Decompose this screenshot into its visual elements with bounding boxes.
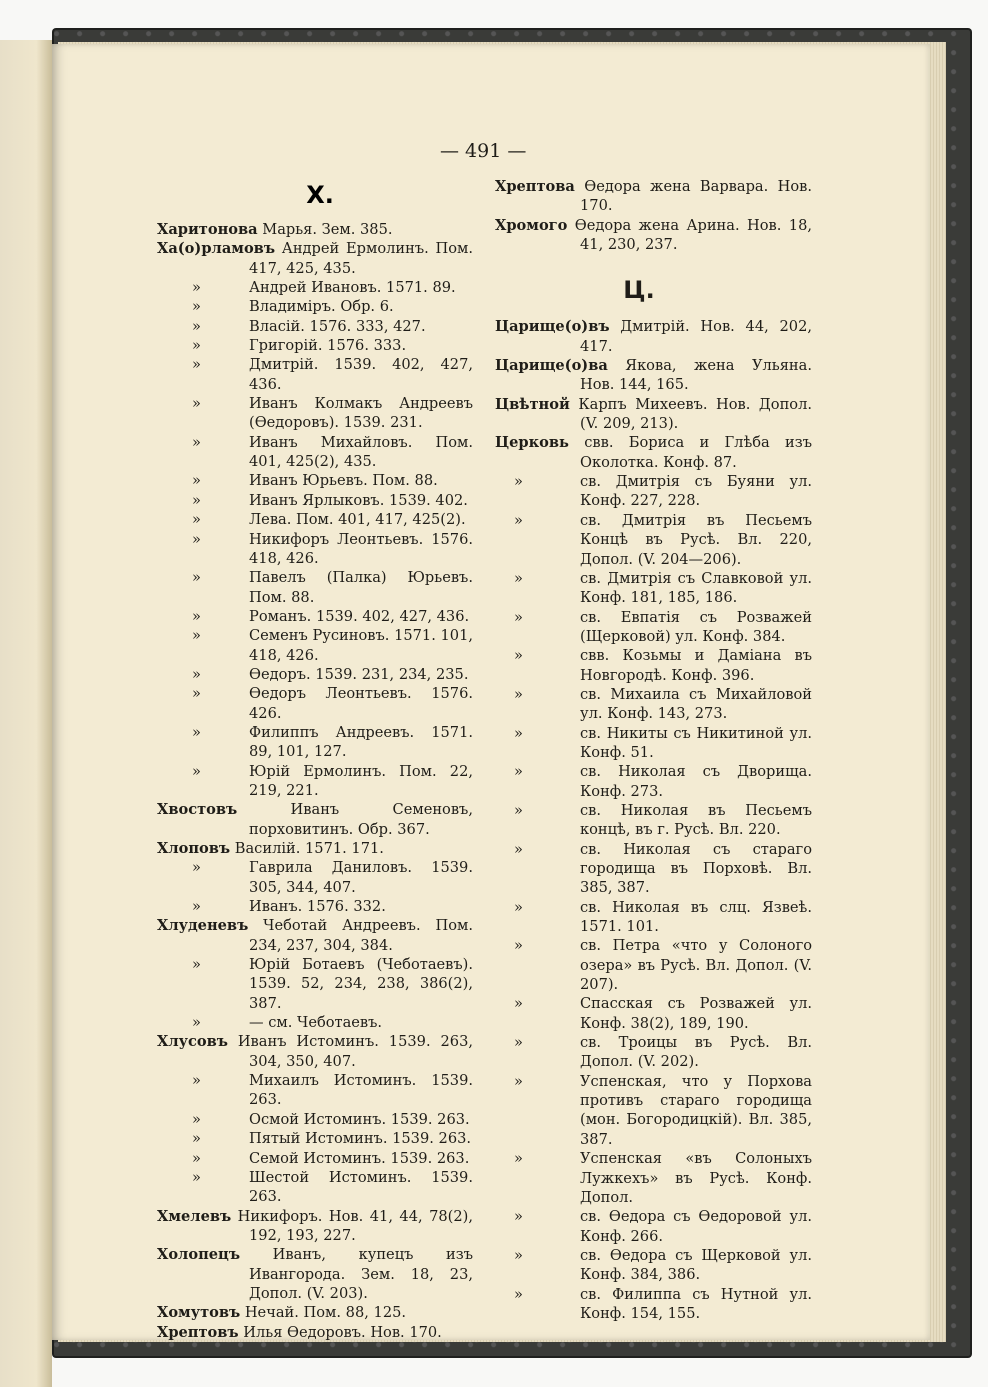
ditto-mark: » — [514, 511, 523, 529]
ditto-mark: » — [514, 685, 523, 703]
entry-text: Григорiй. 1576. 333. — [249, 337, 407, 355]
index-subentry — [495, 1033, 812, 1072]
index-entry — [157, 800, 473, 839]
ditto-mark: » — [514, 724, 523, 742]
index-subentry — [157, 336, 473, 355]
index-subentry — [495, 1246, 812, 1285]
index-subentry — [495, 1149, 812, 1207]
index-subentry — [157, 684, 473, 723]
index-subentry — [157, 297, 473, 316]
entry-headword: Цвѣтной — [495, 395, 570, 413]
ditto-mark: » — [514, 1034, 523, 1052]
index-subentry — [495, 840, 812, 898]
ditto-mark: » — [514, 1150, 523, 1168]
entry-headword: Хвостовъ — [157, 801, 238, 819]
ditto-mark: » — [192, 298, 201, 316]
ditto-mark: » — [514, 763, 523, 781]
index-subentry — [495, 724, 812, 763]
right-column-entries — [495, 317, 812, 1323]
ditto-mark: » — [514, 801, 523, 819]
entry-text: Юрiй Ботаевъ (Чеботаевъ). 1539. 52, 234, 238, 386(2), 387. — [249, 956, 473, 1012]
ditto-mark: » — [514, 898, 523, 916]
index-subentry — [157, 1168, 473, 1207]
index-subentry — [495, 511, 812, 569]
entry-text: Филиппъ Андреевъ. 1571. 89, 101, 127. — [249, 723, 473, 761]
entry-text: Успенская «въ Солоныхъ Лужкехъ» въ Русѣ. Конф. Допол. — [580, 1150, 812, 1206]
ditto-mark: » — [514, 1246, 523, 1264]
entry-text: Якова, жена Ульяна. Нов. 144, 165. — [580, 357, 812, 394]
index-entry — [495, 356, 812, 395]
entry-text: Ѳедоръ Леонтьевъ. 1576. 426. — [249, 685, 473, 722]
entry-text: св. Николая въ Песьемъ концѣ, въ г. Русѣ. Вл. 220. — [580, 801, 812, 839]
index-subentry — [157, 1149, 473, 1168]
ditto-mark: » — [514, 608, 523, 626]
index-entry — [495, 216, 812, 255]
index-subentry — [157, 626, 473, 665]
entry-text: св. Николая съ Дворища. Конф. 273. — [580, 763, 812, 800]
entry-headword: Церковь — [495, 434, 569, 452]
left-column — [157, 220, 473, 1342]
entry-headword: Хлоповъ — [157, 840, 231, 857]
entry-text: Нечай. Пом. 88, 125. — [240, 1304, 407, 1322]
index-subentry — [157, 1071, 473, 1110]
index-subentry — [157, 317, 473, 336]
index-entry — [157, 1245, 473, 1303]
entry-text: Михаилъ Истоминъ. 1539. 263. — [249, 1072, 473, 1109]
entry-headword: Хлусовъ — [157, 1033, 228, 1051]
entry-headword: Царище(о)ва — [495, 357, 608, 375]
index-subentry — [157, 665, 473, 684]
ditto-mark: » — [514, 995, 523, 1013]
index-subentry — [157, 607, 473, 626]
index-subentry — [495, 646, 812, 685]
entry-text: св. Петра «что у Солоного озера» въ Русѣ. Вл. Допол. (V. 207). — [580, 937, 812, 994]
entry-headword: Хомутовъ — [157, 1304, 241, 1322]
index-subentry — [157, 433, 473, 472]
index-entry — [157, 1207, 473, 1246]
index-subentry — [157, 568, 473, 607]
ditto-mark: » — [192, 1130, 201, 1148]
index-entry — [157, 839, 473, 858]
entry-text: св. Дмитрiя съ Буяни ул. Конф. 227, 228. — [580, 473, 812, 510]
entry-text: Илья Ѳедоровъ. Нов. 170. — [238, 1323, 442, 1341]
ditto-mark: » — [192, 607, 201, 625]
index-subentry — [495, 608, 812, 647]
entry-text: св. Николая съ стараго городища въ Порховѣ. Вл. 385, 387. — [580, 840, 812, 897]
entry-text: св. Евпатiя съ Розважей (Щерковой) ул. Конф. 384. — [580, 608, 812, 645]
ditto-mark: » — [192, 472, 201, 490]
entry-headword: Хромого — [495, 216, 568, 234]
index-entry — [495, 395, 812, 434]
entry-text: св. Троицы въ Русѣ. Вл. Допол. (V. 202). — [580, 1034, 812, 1071]
ditto-mark: » — [192, 685, 201, 703]
index-subentry — [157, 471, 473, 490]
entry-text: Ѳедора жена Варвара. Нов. 170. — [574, 178, 812, 215]
index-subentry — [157, 955, 473, 1013]
index-entry — [157, 916, 473, 955]
entry-text: Никифоръ. Нов. 41, 44, 78(2), 192, 193, 227. — [231, 1207, 473, 1244]
ditto-mark: » — [192, 511, 201, 529]
right-column-top — [495, 177, 812, 254]
index-subentry — [157, 510, 473, 529]
index-entry — [495, 433, 812, 472]
ditto-mark: » — [192, 1072, 201, 1090]
entry-text: Иванъ Истоминъ. 1539. 263, 304, 350, 407. — [227, 1033, 473, 1070]
entry-text: Иванъ, купецъ изъ Ивангорода. Зем. 18, 23, Допол. (V. 203). — [240, 1246, 473, 1302]
entry-text: Дмитрiй. Нов. 44, 202, 417. — [580, 318, 812, 355]
ditto-mark: » — [192, 569, 201, 587]
index-subentry — [495, 762, 812, 801]
entry-headword: Царище(о)въ — [495, 318, 610, 336]
ditto-mark: » — [192, 627, 201, 645]
entry-text: Иванъ Семеновъ, порховитинъ. Обр. 367. — [237, 801, 473, 838]
index-subentry — [157, 1110, 473, 1129]
entry-text: Андрей Ивановъ. 1571. 89. — [249, 279, 456, 297]
entry-text: Спасская съ Розважей ул. Конф. 38(2), 189, 190. — [580, 995, 812, 1032]
index-subentry — [495, 472, 812, 511]
entry-text: Василiй. 1571. 171. — [230, 840, 384, 857]
ditto-mark: » — [192, 1149, 201, 1167]
entry-text: Пятый Истоминъ. 1539. 263. — [249, 1130, 472, 1148]
index-subentry — [157, 530, 473, 569]
entry-text: свв. Козьмы и Дамiана въ Новгородѣ. Конф. 396. — [580, 647, 812, 684]
ditto-mark: » — [192, 1014, 201, 1032]
entry-headword: Харитонова — [157, 221, 258, 238]
entry-text: Лева. Пом. 401, 417, 425(2). — [249, 511, 466, 529]
entry-text: Иванъ Юрьевъ. Пом. 88. — [249, 472, 438, 490]
entry-text: Иванъ Михайловъ. Пом. 401, 425(2), 435. — [249, 433, 473, 471]
entry-text: Ѳедоръ. 1539. 231, 234, 235. — [249, 665, 469, 683]
ditto-mark: » — [192, 1168, 201, 1186]
entry-text: св. Ѳедора съ Щерковой ул. Конф. 384, 386. — [580, 1246, 812, 1284]
ditto-mark: » — [192, 1110, 201, 1128]
ditto-mark: » — [514, 473, 523, 491]
entry-text: св. Дмитрiя въ Песьемъ Концѣ въ Русѣ. Вл. 220, Допол. (V. 204—206). — [580, 511, 812, 568]
entry-text: Карпъ Михеевъ. Нов. Допол. (V. 209, 213). — [569, 395, 812, 433]
ditto-mark: » — [192, 859, 201, 877]
index-entry — [157, 1032, 473, 1071]
entry-text: св. Михаила съ Михайловой ул. Конф. 143, 273. — [580, 685, 812, 723]
entry-text: свв. Бориса и Глѣба изъ Околотка. Конф. 87. — [568, 434, 812, 471]
ditto-mark: » — [192, 491, 201, 509]
ditto-mark: » — [514, 569, 523, 587]
entry-text: св. Филиппа съ Нутной ул. Конф. 154, 155. — [580, 1285, 812, 1322]
ditto-mark: » — [514, 1208, 523, 1226]
entry-text: — см. Чеботаевъ. — [249, 1014, 383, 1032]
entry-text: Успенская, что у Порхова противъ стараго городища (мон. Богородицкiй). Вл. 385, 387. — [580, 1072, 812, 1148]
entry-headword: Холопецъ — [157, 1246, 241, 1264]
section-letter-tse: Ц. — [623, 276, 655, 305]
index-entry — [157, 239, 473, 278]
ditto-mark: » — [192, 395, 201, 413]
index-subentry — [495, 685, 812, 724]
index-subentry — [495, 898, 812, 937]
ditto-mark: » — [192, 337, 201, 355]
ditto-mark: » — [192, 530, 201, 548]
index-subentry — [495, 994, 812, 1033]
entry-headword: Ха(о)рламовъ — [157, 240, 276, 258]
entry-text: Павелъ (Палка) Юрьевъ. Пом. 88. — [249, 569, 473, 606]
entry-headword: Хрептова — [495, 178, 575, 195]
entry-text: Чеботай Андреевъ. Пом. 234, 237, 304, 384. — [248, 917, 473, 954]
index-subentry — [495, 1207, 812, 1246]
index-entry — [495, 177, 812, 216]
index-subentry — [157, 355, 473, 394]
right-column — [495, 177, 812, 1323]
ditto-mark: » — [192, 317, 201, 335]
entry-text: Иванъ Колмакъ Андреевъ (Ѳедоровъ). 1539. 231. — [249, 395, 473, 432]
entry-headword: Хлуденевъ — [157, 917, 249, 935]
index-subentry — [157, 858, 473, 897]
index-entry — [495, 317, 812, 356]
entry-text: Власiй. 1576. 333, 427. — [249, 317, 426, 335]
entry-text: св. Дмитрiя съ Славковой ул. Конф. 181, 185, 186. — [580, 569, 812, 607]
index-subentry — [157, 897, 473, 916]
section-letter-kha: Х. — [306, 181, 334, 209]
entry-text: Семенъ Русиновъ. 1571. 101, 418, 426. — [249, 627, 473, 664]
index-entry — [157, 1303, 473, 1322]
index-subentry — [157, 1129, 473, 1148]
ditto-mark: » — [192, 956, 201, 974]
ditto-mark: » — [192, 723, 201, 741]
entry-text: Никифоръ Леонтьевъ. 1576. 418, 426. — [249, 530, 473, 567]
entry-text: Владимiръ. Обр. 6. — [249, 298, 394, 316]
index-entry — [157, 1323, 473, 1342]
entry-text: Романъ. 1539. 402, 427, 436. — [249, 607, 470, 625]
entry-text: Ѳедора жена Арина. Нов. 18, 41, 230, 237. — [567, 216, 812, 254]
index-subentry — [157, 394, 473, 433]
ditto-mark: » — [192, 279, 201, 297]
entry-text: Юрiй Ермолинъ. Пом. 22, 219, 221. — [249, 762, 473, 799]
ditto-mark: » — [192, 356, 201, 374]
index-entry — [157, 220, 473, 239]
ditto-mark: » — [192, 762, 201, 780]
index-subentry — [157, 762, 473, 801]
entry-text: Осмой Истоминъ. 1539. 263. — [249, 1110, 470, 1128]
entry-text: Марья. Зем. 385. — [257, 221, 393, 238]
index-subentry — [157, 491, 473, 510]
entry-text: св. Ѳедора съ Ѳедоровой ул. Конф. 266. — [580, 1208, 812, 1245]
entry-text: Дмитрiй. 1539. 402, 427, 436. — [249, 356, 473, 393]
ditto-mark: » — [514, 840, 523, 858]
index-subentry — [495, 801, 812, 840]
index-subentry — [495, 1072, 812, 1149]
index-subentry — [495, 569, 812, 608]
index-subentry — [495, 936, 812, 994]
entry-text: св. Николая въ слц. Язвеѣ. 1571. 101. — [580, 898, 812, 936]
ditto-mark: » — [514, 1285, 523, 1303]
entry-text: Гаврила Даниловъ. 1539. 305, 344, 407. — [249, 859, 473, 896]
entry-text: Шестой Истоминъ. 1539. 263. — [249, 1168, 473, 1206]
entry-text: Иванъ Ярлыковъ. 1539. 402. — [249, 491, 468, 509]
page-number: — 491 — — [440, 140, 527, 162]
left-page-edge — [0, 40, 52, 1387]
entry-text: св. Никиты съ Никитиной ул. Конф. 51. — [580, 724, 812, 761]
ditto-mark: » — [192, 433, 201, 451]
entry-headword: Хмелевъ — [157, 1207, 232, 1225]
index-subentry — [157, 723, 473, 762]
index-subentry — [157, 278, 473, 297]
ditto-mark: » — [514, 937, 523, 955]
entry-text: Андрей Ермолинъ. Пом. 417, 425, 435. — [249, 240, 473, 277]
ditto-mark: » — [514, 1072, 523, 1090]
ditto-mark: » — [192, 665, 201, 683]
ditto-mark: » — [514, 647, 523, 665]
entry-text: Иванъ. 1576. 332. — [249, 898, 386, 916]
ditto-mark: » — [192, 898, 201, 916]
index-subentry — [495, 1285, 812, 1324]
entry-headword: Хрептовъ — [157, 1323, 239, 1341]
entry-text: Семой Истоминъ. 1539. 263. — [249, 1149, 470, 1167]
index-subentry — [157, 1013, 473, 1032]
